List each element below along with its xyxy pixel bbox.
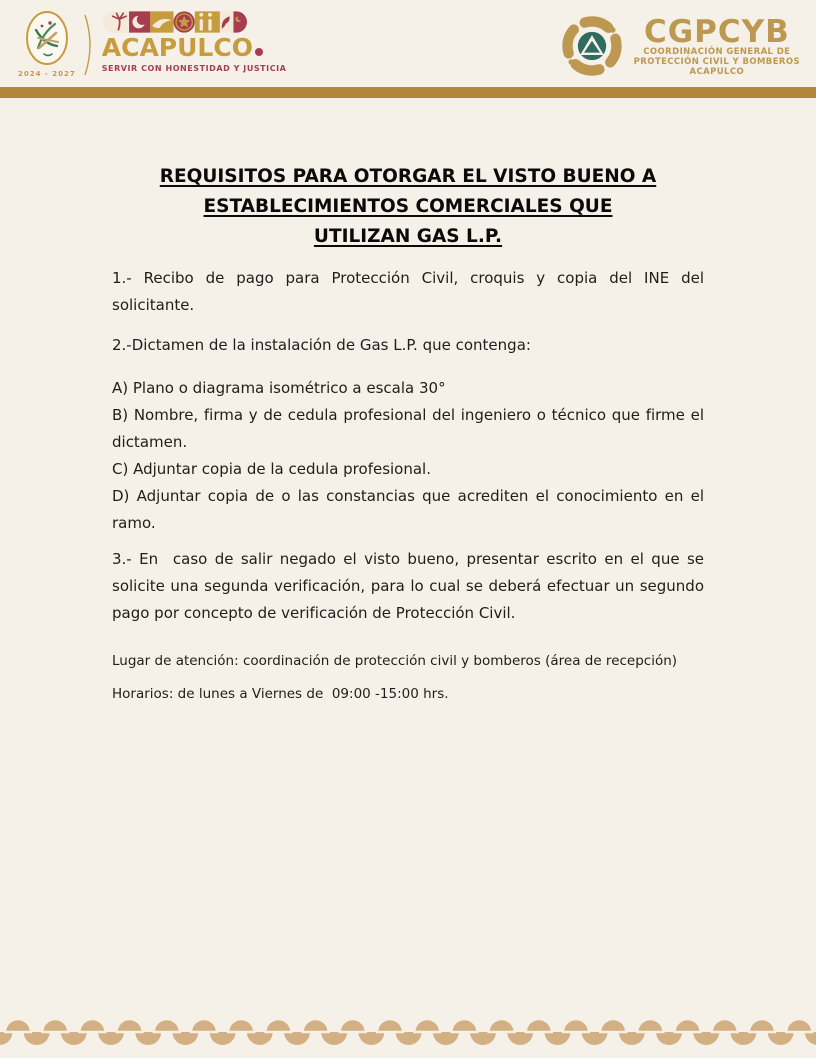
dictamen-requirements-list	[112, 375, 709, 537]
wave-border	[0, 1018, 816, 1046]
acapulco-pictograms-icon	[102, 10, 247, 34]
brand-tagline: SERVIR CON HONESTIDAD Y JUSTICIA	[101, 64, 287, 73]
title-line-3: UTILIZAN GAS L.P.	[313, 226, 503, 247]
acapulco-logo	[102, 10, 287, 73]
header-divider	[83, 14, 95, 76]
civil-protection-emblem-icon	[559, 13, 625, 79]
requirement-item-2: 2.-Dictamen de la instalación de Gas L.P. que contenga:	[112, 336, 531, 354]
document-title	[112, 162, 704, 252]
dictamen-item-d: D) Adjuntar copia de o las constancias que acrediten el conocimiento en el ramo.	[112, 487, 709, 532]
wave-border-icon	[0, 1018, 816, 1046]
municipal-seal-block	[18, 10, 76, 78]
cgpcyb-logo	[633, 14, 800, 77]
header-rule-bar	[0, 87, 816, 98]
cgpcyb-dept-line2: PROTECCIÓN CIVIL Y BOMBEROS	[633, 57, 800, 67]
municipal-seal-icon	[24, 10, 70, 68]
brand-dot	[255, 48, 263, 56]
requirement-item-3: 3.- En caso de salir negado el visto bueno, presentar escrito en el que se solicite una segunda verificación, para lo cual se deberá efectuar un segundo pago por concepto de verificación de Protección Civil.	[112, 550, 709, 622]
seal-term-label: 2024 - 2027	[18, 70, 76, 78]
dictamen-item-a: A) Plano o diagrama isométrico a escala 30°	[112, 379, 446, 397]
title-line-1: REQUISITOS PARA OTORGAR EL VISTO BUENO A	[159, 166, 657, 187]
attention-place-note: Lugar de atención: coordinación de protección civil y bomberos (área de recepción)	[112, 653, 678, 669]
brand-wordmark: ACAPULCO	[101, 33, 253, 62]
wave-bottom-path	[0, 1032, 816, 1045]
cgpcyb-acronym: CGPCYB	[643, 14, 790, 50]
dictamen-item-c: C) Adjuntar copia de la cedula profesional.	[112, 460, 431, 478]
cgpcyb-dept-line1: COORDINACIÓN GENERAL DE	[643, 47, 791, 57]
wave-top-path	[0, 1019, 816, 1032]
document-body	[112, 98, 709, 704]
cgpcyb-dept-line3: ACAPULCO	[689, 67, 745, 77]
requirement-item-1: 1.- Recibo de pago para Protección Civil, croquis y copia del INE del solicitante.	[112, 269, 709, 314]
attention-hours-note: Horarios: de lunes a Viernes de 09:00 -15:00 hrs.	[112, 686, 449, 702]
dictamen-item-b: B) Nombre, firma y de cedula profesional del ingeniero o técnico que firme el dictamen.	[112, 406, 709, 451]
brand-row	[102, 35, 263, 61]
title-line-2: ESTABLECIMIENTOS COMERCIALES QUE	[203, 196, 613, 217]
page-header	[0, 0, 816, 87]
cgpcyb-header-group	[559, 13, 800, 79]
acapulco-header-group	[18, 10, 286, 78]
